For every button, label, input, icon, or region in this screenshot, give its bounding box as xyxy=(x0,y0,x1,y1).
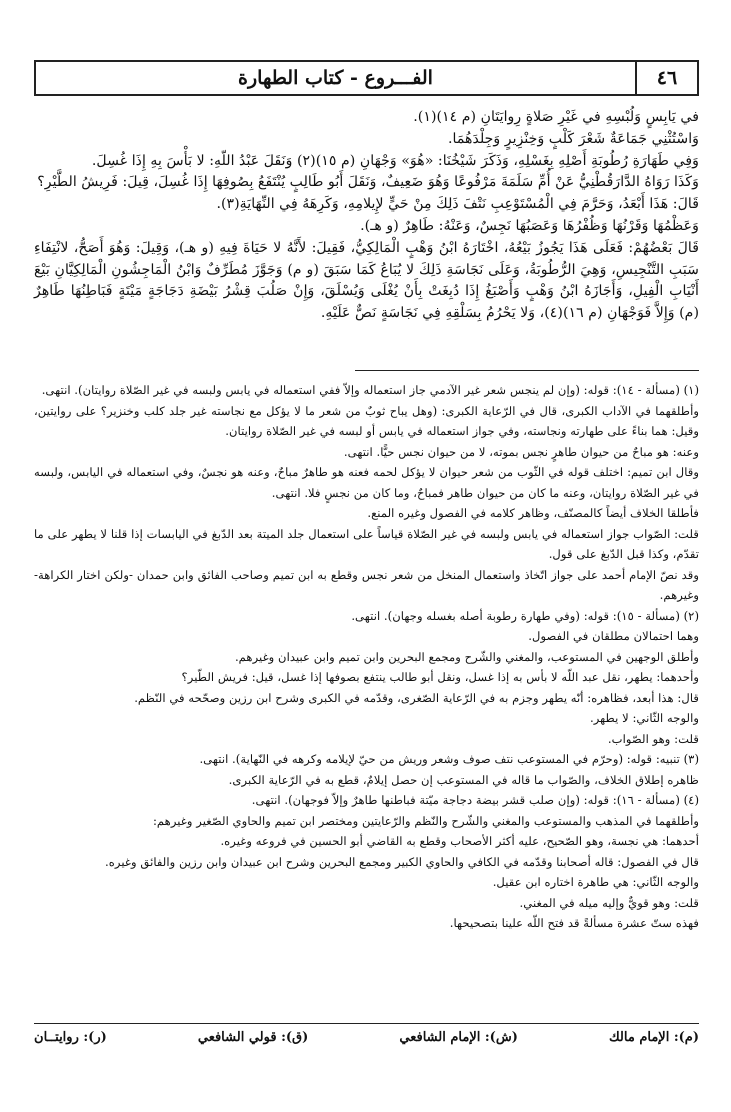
footnote-paragraph: والوجه الثّاني: هي طاهرة اختاره ابن عقيل. xyxy=(492,875,699,889)
footnote-paragraph: وأحدهما: يطهر، نقل عبد اللّه لا بأس به إذا غسل، ونقل أبو طالب ينتفع بصوفها إذا غسل، قيل: فريش الطّير؟ xyxy=(181,670,699,684)
main-paragraph: وَاسْتُثْنِي جَمَاعَةٌ شَعْرَ كَلْبٍ وَخِنْزِيرٍ وَجِلْدَهُمَا. xyxy=(448,130,699,147)
abbreviation-key xyxy=(34,1030,699,1045)
main-text xyxy=(34,107,699,325)
footnote-paragraph: (١) (مسألة - ١٤): قوله: (وإن لم ينجس شعر غير الآدمي جاز استعماله وإلاّ ففي استعماله في يابس ولبسه في غير الصّلاة روايتان). انتهى. xyxy=(41,383,699,397)
footnote-paragraph: فهذه ستّ عشرة مسألةً قد فتح اللّه علينا بتصحيحها. xyxy=(449,916,699,930)
footnote-paragraph: أحدهما: هي نجسة، وهو الصّحيح، عليه أكثر الأصحاب وقطع به القاضي أبو الحسين في فروعه وغيره. xyxy=(220,834,699,848)
footnote-paragraph: وعنه: هو مباحٌ من حيوان طاهرٍ نجس بموته، لا من حيوان نجس حيًّا. انتهى. xyxy=(343,444,699,459)
footnote-paragraph: قلت: وهو الصّواب. xyxy=(607,731,699,746)
footnote-paragraph: وقد نصّ الإمام أحمد على جواز اتّخاذ واستعمال المنخل من شعر نجس وقطع به ابن تميم وصاحب الفائق وابن حمدان -ولكن اختار الكراهة- وغيرهم. xyxy=(34,567,699,602)
footnote-paragraph: ظاهره إطلاق الخلاف، والصّواب ما قاله في المستوعب إن حصل إيلامٌ، قطع به في الرّعاية الكبرى. xyxy=(228,772,699,787)
abbreviation-item: (ش): الإمام الشافعي xyxy=(399,1030,518,1045)
footnote-paragraph: وأطلقهما في المذهب والمستوعب والمغني والشّرح والنّظم والرّعايتين ومختصر ابن تميم والحاوي الصّغير وغيرهم: xyxy=(152,813,699,828)
footnote-paragraph: قال في الفصول: قاله أصحابنا وقدّمه في الكافي والحاوي الكبير ومجمع البحرين وشرح ابن عبيدان وابن رزين والفائق وغيره. xyxy=(105,854,699,869)
footnotes xyxy=(34,380,699,934)
main-paragraph: قَالَ: هَذَا أَبْعَدُ، وَحَرَّمَ فِي الْمُسْتَوْعِبِ نَتْفَ ذَلِكَ مِنْ حَيٍّ لإِيلامِهِ، وَكَرِهَهُ فِي النِّهَايَةِ(٣). xyxy=(216,196,699,213)
footnote-paragraph: (٣) تنبيه: قوله: (وحرّم في المستوعب نتف صوف وشعر وريش من حيّ لإيلامه وكرهه في النّهاية). انتهى. xyxy=(199,752,699,766)
main-paragraph: وَفِي طَهَارَةِ رُطُوبَةِ أَصْلِهِ بِغَسْلِهِ، وَذَكَرَ شَيْخُنَا: «هُوَ» وَجْهَانِ (م ١٥)(٢) وَنَقَلَ عَبْدُ اللّهِ: لا بَأْسَ بِهِ إِذَا غُسِلَ. xyxy=(91,152,699,169)
page-number: ٤٦ xyxy=(635,62,697,94)
footnote-paragraph: قال: هذا أبعد، فظاهره: أنّه يطهر وجزم به في الرّعاية الصّغرى، وقدّمه في الكبرى وشرح ابن رزين وصحّحه في النّظم. xyxy=(134,690,699,705)
footnote-paragraph: قلت: وهو قويٌّ وإليه ميله في المغني. xyxy=(519,895,699,910)
footnote-paragraph: (٤) (مسألة - ١٦): قوله: (وإن صلب قشر بيضة دجاجة ميّتة فباطنها طاهرٌ وإلاّ فوجهان). انتهى. xyxy=(251,793,699,807)
footnote-paragraph: (٢) (مسألة - ١٥): قوله: (وفي طهارة رطوبة أصله بغسله وجهان). انتهى. xyxy=(351,608,699,623)
footnote-paragraph: والوجه الثّاني: لا يطهر. xyxy=(589,711,699,725)
footnote-paragraph: قلت: الصّواب جواز استعماله في يابس ولبسه في غير الصّلاة قياساً على استعمال جلد الميتة بعد الدّبغ في اليابسات إذا قلنا لا يطهر على ما تقدّم، وكذا قبل الدّبغ على قول. xyxy=(34,526,699,561)
footnote-paragraph: وهما احتمالان مطلقان في الفصول. xyxy=(528,629,699,643)
abbreviation-item: (م): الإمام مالك xyxy=(608,1030,699,1045)
main-paragraph: وَعَظْمُهَا وَقَرْنُهَا وَظُفْرُهَا وَعَصَبُهَا نَجِسٌ، وَعَنْهُ: طَاهِرٌ (و هـ). xyxy=(360,217,699,234)
abbreviation-item: (ق): قولي الشافعي xyxy=(197,1030,309,1045)
page-header xyxy=(34,60,699,96)
footnote-paragraph: وأطلقهما في الآداب الكبرى، قال في الرّعاية الكبرى: (وهل يباح ثوبٌ من شعر ما لا يؤكل مع نجاسته غير جلد كلب وخنزير؟ على روايتين، وقيل: هما بناءً على طهارته ونجاسته، وفي جواز استعماله في يابس أو لبسه في غير الصّلاة روايتان. xyxy=(34,403,699,438)
page-title: الفـــروع - كتاب الطهارة xyxy=(238,67,433,89)
footnote-paragraph: وقال ابن تميم: اختلف قوله في الثّوب من شعر حيوان لا يؤكل لحمه فعنه هو طاهرٌ مباحٌ، وعنه هو نجسٌ، وفي استعماله في اليابس، ولبسه في غير الصّلاة روايتان، وعنه ما كان من حيوان طاهر فمباحٌ، وما كان من نجسٍ فلا. انتهى. xyxy=(34,465,699,500)
main-paragraph: وَكَذَا رَوَاهُ الدَّارَقُطْنِيُّ عَنْ أُمِّ سَلَمَةَ مَرْفُوعًا وَهُوَ ضَعِيفٌ، وَنَقَلَ أَبُو طَالِبٍ يُنْتَفَعُ بِصُوفِهَا إِذَا غُسِلَ، قِيلَ: فَرِيشُ الطَّيْرِ؟ xyxy=(37,174,699,191)
footnote-paragraph: فأطلقا الخلاف أيضاً كالمصنّف، وظاهر كلامه في الفصول وغيره المنع. xyxy=(367,506,699,520)
footnote-paragraph: وأطلق الوجهين في المستوعب، والمغني والشّرح ومجمع البحرين وابن تميم وابن عبيدان وغيرهم. xyxy=(234,649,699,664)
footnote-divider xyxy=(355,370,699,371)
abbreviation-item: (ر): روايتــان xyxy=(34,1030,107,1045)
main-paragraph: في يَابِسٍ وَلُبْسِهِ في غَيْرِ صَلاةٍ رِوايَتَانِ (م ١٤)(١). xyxy=(413,109,699,125)
main-paragraph: قَالَ بَعْضُهُمْ: فَعَلَى هَذَا يَجُوزُ بَيْعُهُ، اخْتَارَهُ ابْنُ وَهْبٍ الْمَالِكِيُّ، فَقِيلَ: لأَنَّهُ لا حَيَاةَ فِيهِ (و هـ)، وَقِيلَ: وَهُوَ أَصَحُّ، لانْتِفَاءِ سَبَبِ التَّنْجِيسِ، وَهِيَ الرُّطُوبَةُ، وَعَلَى نَجَاسَةِ ذَلِكَ لا يُبَاعُ كَمَا سَبَقَ (و م) وَجَوَّزَ مُطَرِّفٌ وَابْنُ الْمَاجِشُونِ الْمَالِكِيَّانِ بَيْعَ أَنْيَابِ الْفِيلِ، وَأَجَازَهُ ابْنُ وَهْبٍ وَأَصْبَغُ إِذَا دُبِغَتْ بِأَنْ يُغْلَى وَيُسْلَقَ، وَإِنْ صَلُبَ قِشْرُ بَيْضَةِ دَجَاجَةٍ مَيْتَةٍ فَبَاطِنُهَا طَاهِرٌ (م) وَإِلاَّ فَوَجْهَانِ (م ١٦)(٤)، وَلا يَحْرُمُ بِسَلْقِهِ فِي نَجَاسَةٍ نَصٌّ عَلَيْهِ. xyxy=(34,239,699,322)
footer-divider xyxy=(34,1023,699,1024)
